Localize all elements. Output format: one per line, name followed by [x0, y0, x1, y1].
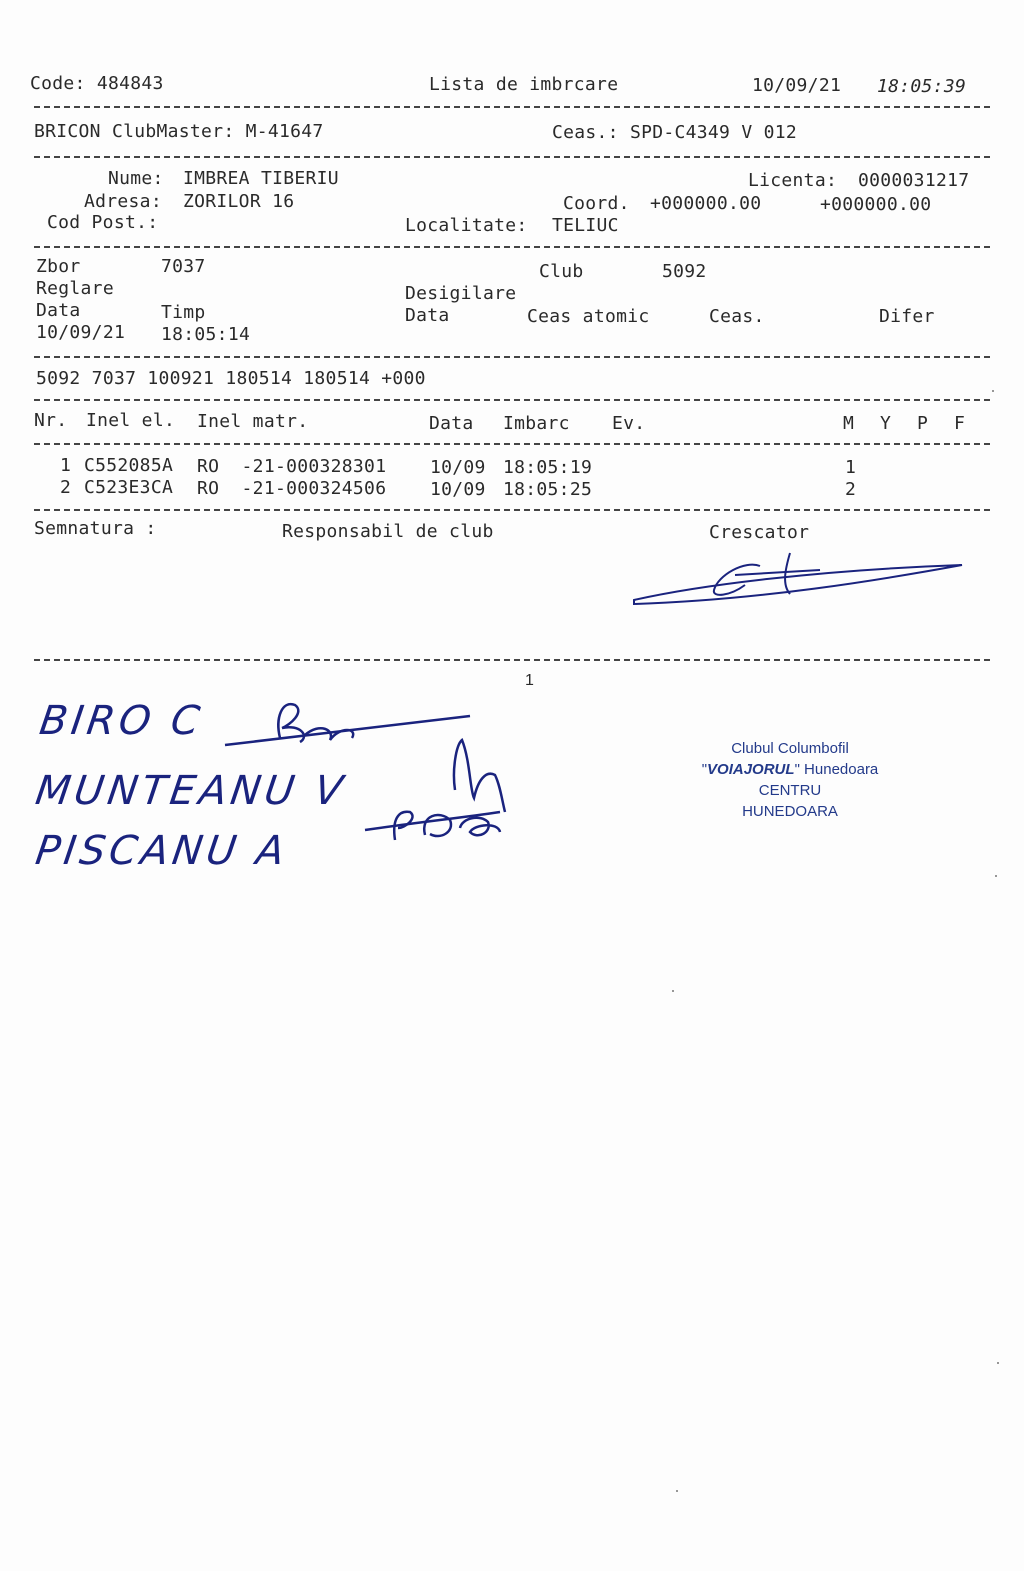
handwritten-name-1: BIRO C — [36, 698, 207, 744]
clubmaster-text: BRICON ClubMaster: M-41647 — [34, 121, 324, 142]
reglare-timp-label: Timp — [161, 302, 206, 323]
stamp-line-4: HUNEDOARA — [742, 803, 838, 820]
crescator-label: Crescator — [709, 522, 810, 543]
licenta-label: Licenta: — [748, 170, 838, 191]
code-text: Code: 484843 — [30, 73, 164, 94]
scan-speck — [676, 1490, 678, 1492]
adresa-label: Adresa: — [84, 191, 162, 212]
stamp-city: " Hunedoara — [794, 761, 879, 778]
difer-label: Difer — [879, 306, 935, 327]
localitate-label: Localitate: — [405, 215, 528, 236]
header-date: 10/09/21 — [752, 75, 842, 96]
scan-speck — [997, 1362, 999, 1364]
row-inel-el: C523E3CA — [84, 477, 174, 498]
scan-speck — [672, 990, 674, 992]
ceas-atomic-label: Ceas atomic — [527, 306, 650, 327]
row-inel-matr: RO -21-000328301 — [197, 456, 387, 477]
stamp-line-2 — [690, 759, 890, 780]
licenta-value: 0000031217 — [858, 170, 970, 191]
row-inel-el: C552085A — [84, 455, 174, 476]
col-header-ev: Ev. — [612, 413, 646, 434]
adresa-value: ZORILOR 16 — [183, 191, 295, 212]
col-header-inel-matr: Inel matr. — [197, 411, 309, 432]
row-data: 10/09 — [430, 479, 486, 500]
stamp-quote: " — [701, 761, 708, 778]
club-stamp — [690, 738, 890, 822]
reglare-timp-value: 18:05:14 — [161, 324, 251, 345]
row-m: 1 — [845, 457, 857, 478]
zbor-label: Zbor — [36, 256, 81, 277]
col-header-p: P — [917, 413, 929, 434]
coord-label: Coord. — [563, 193, 630, 214]
semnatura-label: Semnatura : — [34, 518, 157, 539]
col-header-m: M — [843, 413, 855, 434]
handwritten-name-3: PISCANU A — [32, 828, 292, 874]
nume-label: Nume: — [108, 168, 164, 189]
row-nr: 1 — [60, 455, 72, 476]
reglare-data-label: Data — [36, 300, 81, 321]
stamp-line-1: Clubul Columbofil — [731, 740, 849, 757]
row-nr: 2 — [60, 477, 72, 498]
col-header-inel-el: Inel el. — [86, 410, 176, 431]
ceas-label: Ceas. — [709, 306, 765, 327]
stamp-line-3: CENTRU — [758, 782, 822, 799]
col-header-imbarc: Imbarc — [503, 413, 570, 434]
club-label: Club — [539, 261, 584, 282]
col-header-f: F — [954, 413, 966, 434]
row-data: 10/09 — [430, 457, 486, 478]
zbor-value: 7037 — [161, 256, 206, 277]
col-header-data: Data — [429, 413, 474, 434]
localitate-value: TELIUC — [552, 215, 619, 236]
scan-speck — [992, 390, 994, 392]
row-imbarc: 18:05:19 — [503, 457, 593, 478]
scan-speck — [995, 875, 997, 877]
desigilare-data-label: Data — [405, 305, 450, 326]
reglare-data-value: 10/09/21 — [36, 322, 126, 343]
summary-line: 5092 7037 100921 180514 180514 +000 — [36, 368, 426, 389]
responsabil-label: Responsabil de club — [282, 521, 494, 542]
stamp-club-name: VOIAJORUL — [707, 761, 795, 778]
header-time: 18:05:39 — [877, 76, 967, 97]
coord-y-value: +000000.00 — [820, 194, 932, 215]
page-number: 1 — [525, 672, 534, 689]
row-m: 2 — [845, 479, 857, 500]
cod-post-label: Cod Post.: — [47, 212, 159, 233]
row-inel-matr: RO -21-000324506 — [197, 478, 387, 499]
desigilare-label: Desigilare — [405, 283, 517, 304]
club-value: 5092 — [662, 261, 707, 282]
reglare-label: Reglare — [36, 278, 114, 299]
col-header-y: Y — [880, 413, 892, 434]
document-title: Lista de imbrcare — [429, 74, 619, 95]
row-imbarc: 18:05:25 — [503, 479, 593, 500]
handwritten-name-2: MUNTEANU V — [32, 768, 350, 814]
coord-x-value: +000000.00 — [650, 193, 762, 214]
nume-value: IMBREA TIBERIU — [183, 168, 339, 189]
clock-id-text: Ceas.: SPD-C4349 V 012 — [552, 122, 798, 143]
col-header-nr: Nr. — [34, 410, 68, 431]
